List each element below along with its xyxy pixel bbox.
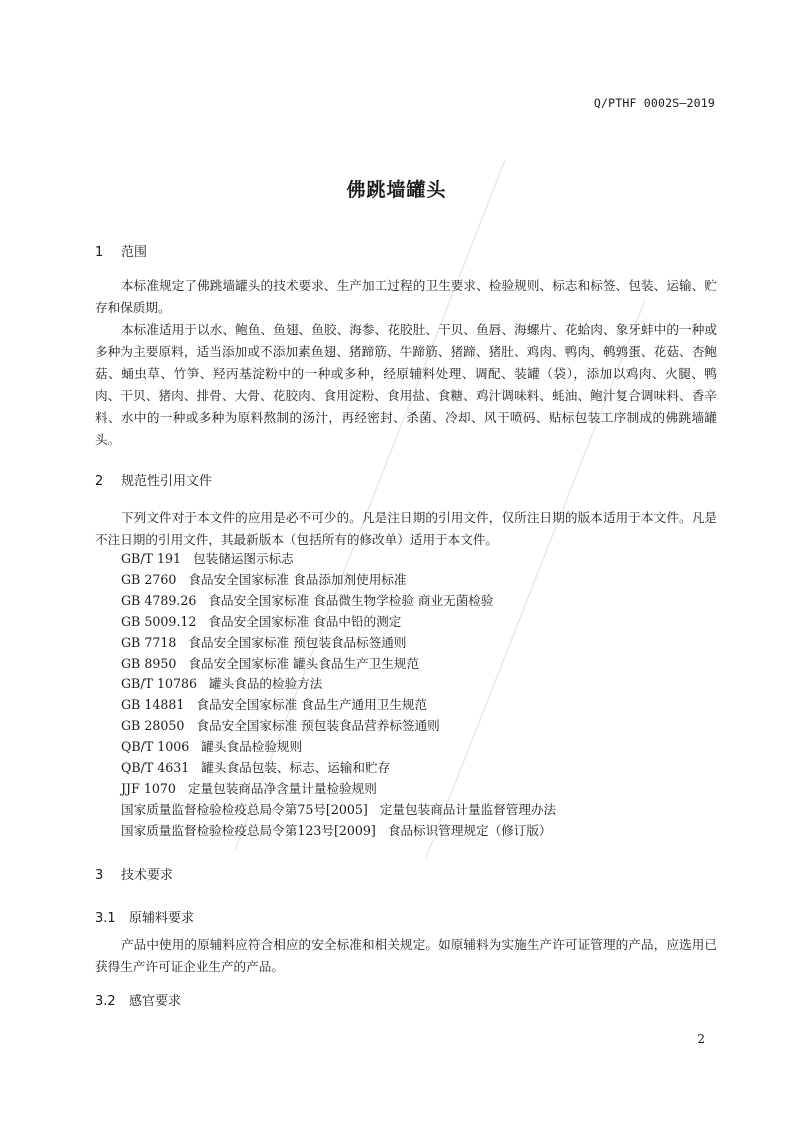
reference-code: GB/T 191 (121, 551, 181, 566)
reference-code: JJF 1070 (121, 780, 176, 796)
section-number: 3 (95, 868, 104, 883)
reference-item (121, 591, 721, 612)
reference-code: 国家质量监督检验检疫总局令第123号[2009] (121, 822, 376, 838)
scope-paragraph-2: 本标准适用于以水、鲍鱼、鱼翅、鱼胶、海参、花胶肚、干贝、鱼唇、海螺片、花蛤肉、象牙蚌中的一种或多种为主要原料，适当添加或不添加素鱼翅、猪蹄筋、牛蹄筋、猪蹄、猪肚、鸡肉、鸭肉、鹌鹑蛋、花菇、杏鲍菇、蛹虫草、竹笋、羟丙基淀粉中的一种或多种，经原辅料处理、调配、装罐（袋），添加以鸡肉、火腿、鸭肉、干贝、猪肉、排骨、大骨、花胶肉、食用淀粉、食用盐、食糖、鸡汁调味料、蚝油、鲍汁复合调味料、香辛料、水中的一种或多种为原料熬制的汤汁，再经密封、杀菌、冷却、风干喷码、贴标包装工序制成的佛跳墙罐头。 (95, 322, 717, 447)
subsection-number: 3.1 (95, 911, 116, 926)
reference-item (121, 716, 721, 737)
reference-title: 罐头食品的检验方法 (209, 676, 323, 692)
reference-title: 定量包装商品计量监督管理办法 (379, 801, 557, 817)
reference-item (121, 779, 721, 800)
subsection-heading-sensory (95, 990, 181, 1009)
reference-code: GB 14881 (121, 697, 185, 713)
reference-code: GB 8950 (121, 655, 177, 671)
section-number: 2 (95, 474, 104, 489)
section-title: 范围 (121, 245, 148, 260)
scope-paragraph-1: 本标准规定了佛跳墙罐头的技术要求、生产加工过程的卫生要求、检验规则、标志和标签、包装、运输、贮存和保质期。 (95, 278, 717, 315)
reference-code: QB/T 4631 (121, 760, 190, 776)
normative-refs-intro: 下列文件对于本文件的应用是必不可少的。凡是注日期的引用文件，仅所注日期的版本适用于本文件。凡是不注日期的引用文件，其最新版本（包括所有的修改单）适用于本文件。 (95, 510, 717, 547)
raw-materials-paragraph: 产品中使用的原辅料应符合相应的安全标准和相关规定。如原辅料为实施生产许可证管理的产品，应选用已获得生产许可证企业生产的产品。 (95, 937, 717, 974)
section-title: 技术要求 (121, 868, 174, 883)
reference-item (121, 674, 721, 695)
reference-item (121, 695, 721, 716)
reference-code: 国家质量监督检验检疫总局令第75号[2005] (121, 801, 368, 817)
reference-item (121, 758, 721, 779)
document-title: 佛跳墙罐头 (346, 179, 447, 201)
reference-title: 食品标识管理规定（修订版） (387, 822, 552, 838)
reference-list (121, 549, 721, 842)
reference-title: 食品安全国家标准 罐头食品生产卫生规范 (188, 655, 420, 671)
reference-code: GB 7718 (121, 634, 177, 650)
reference-item (121, 737, 721, 758)
reference-item (121, 800, 721, 821)
reference-title: 食品安全国家标准 食品生产通用卫生规范 (196, 697, 428, 713)
reference-title: 定量包装商品净含量计量检验规则 (187, 780, 377, 796)
reference-item (121, 612, 721, 633)
standard-code: Q/PTHF 0002S—2019 (593, 96, 715, 110)
reference-code: GB 4789.26 (121, 592, 197, 608)
page-number: 2 (697, 1032, 705, 1046)
reference-title: 罐头食品检验规则 (201, 739, 303, 755)
reference-item (121, 633, 721, 654)
reference-title: 食品安全国家标准 食品微生物学检验 商业无菌检验 (208, 592, 494, 608)
reference-code: GB/T 10786 (121, 676, 198, 692)
reference-item (121, 570, 721, 591)
reference-title: 食品安全国家标准 食品中铅的测定 (208, 613, 402, 629)
reference-code: QB/T 1006 (121, 739, 190, 755)
reference-item (121, 821, 721, 842)
section-heading-scope (95, 241, 147, 260)
section-heading-normative-refs (95, 470, 212, 489)
reference-code: GB 28050 (121, 718, 185, 734)
section-heading-tech-req (95, 864, 173, 883)
reference-title: 包装储运图示标志 (193, 551, 294, 566)
reference-item (121, 549, 721, 570)
reference-item (121, 654, 721, 675)
subsection-title: 感官要求 (129, 994, 182, 1009)
section-title: 规范性引用文件 (121, 474, 213, 489)
subsection-number: 3.2 (95, 994, 116, 1009)
reference-title: 食品安全国家标准 食品添加剂使用标准 (188, 571, 407, 587)
subsection-heading-raw-materials (95, 907, 194, 926)
reference-code: GB 5009.12 (121, 613, 197, 629)
subsection-title: 原辅料要求 (129, 911, 195, 926)
reference-title: 罐头食品包装、标志、运输和贮存 (201, 760, 391, 776)
section-number: 1 (95, 245, 104, 260)
reference-title: 食品安全国家标准 预包装食品标签通则 (188, 634, 407, 650)
reference-code: GB 2760 (121, 571, 177, 587)
reference-title: 食品安全国家标准 预包装食品营养标签通则 (196, 718, 440, 734)
